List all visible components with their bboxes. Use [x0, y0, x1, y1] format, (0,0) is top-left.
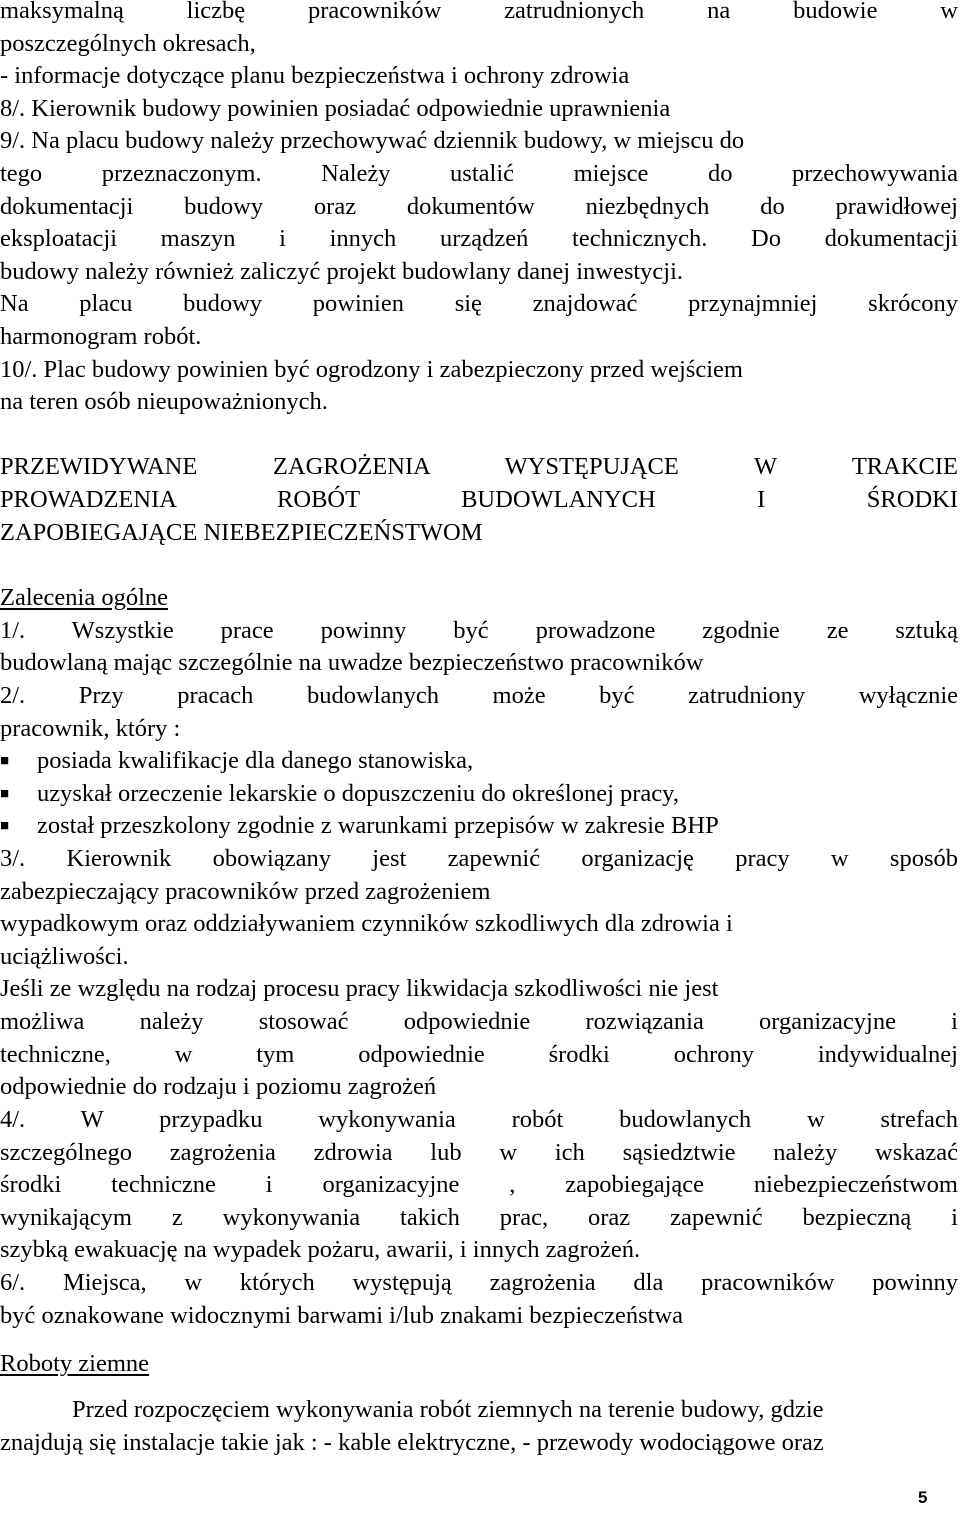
paragraph-line: eksploatacji maszyn i innych urządzeń technicznych. Do dokumentacji — [0, 225, 958, 252]
paragraph-line: szybką ewakuację na wypadek pożaru, awarii, i innych zagrożeń. — [0, 1236, 641, 1263]
paragraph-line: maksymalną liczbę pracowników zatrudnionych na budowie w — [0, 0, 958, 24]
paragraph-line: być oznakowane widocznymi barwami i/lub znakami bezpieczeństwa — [0, 1302, 684, 1329]
paragraph-line: budowlaną mając szczególnie na uwadze bezpieczeństwo pracowników — [0, 649, 704, 676]
section-heading-line: ZAPOBIEGAJĄCE NIEBEZPIECZEŃSTWOM — [0, 519, 483, 546]
paragraph-line: środki techniczne i organizacyjne , zapobiegające niebezpieczeństwom — [0, 1171, 958, 1198]
paragraph-line: wypadkowym oraz oddziaływaniem czynników szkodliwych dla zdrowia i — [0, 910, 733, 937]
paragraph-line: 6/. Miejsca, w których występują zagrożenia dla pracowników powinny — [0, 1269, 958, 1296]
paragraph-line: pracownik, który : — [0, 715, 181, 742]
list-item-text: został przeszkolony zgodnie z warunkami przepisów w zakresie BHP — [37, 812, 719, 839]
paragraph-line: tego przeznaczonym. Należy ustalić miejsce do przechowywania — [0, 160, 958, 187]
paragraph-line: na teren osób nieupoważnionych. — [0, 388, 328, 415]
list-item — [0, 810, 958, 843]
paragraph-line: 3/. Kierownik obowiązany jest zapewnić organizację pracy w sposób — [0, 845, 958, 872]
section-heading-line: PROWADZENIA ROBÓT BUDOWLANYCH I ŚRODKI — [0, 486, 958, 513]
list-item-text: posiada kwalifikacje dla danego stanowiska, — [37, 747, 474, 774]
subheading-zalecenia: Zalecenia ogólne — [0, 584, 169, 611]
square-bullet-icon: ■ — [0, 753, 10, 769]
paragraph-line: wynikającym z wykonywania takich prac, oraz zapewnić bezpieczną i — [0, 1204, 958, 1231]
paragraph-line: Na placu budowy powinien się znajdować przynajmniej skrócony — [0, 290, 958, 317]
paragraph-line: - informacje dotyczące planu bezpieczeństwa i ochrony zdrowia — [0, 62, 630, 89]
section-heading-line: PRZEWIDYWANE ZAGROŻENIA WYSTĘPUJĄCE W TRAKCIE — [0, 453, 958, 480]
paragraph-line: 4/. W przypadku wykonywania robót budowlanych w strefach — [0, 1106, 958, 1133]
list-item — [0, 745, 958, 778]
paragraph-line: harmonogram robót. — [0, 323, 202, 350]
paragraph-line: 10/. Plac budowy powinien być ogrodzony i zabezpieczony przed wejściem — [0, 356, 743, 383]
paragraph-line: odpowiednie do rodzaju i poziomu zagrożeń — [0, 1073, 437, 1100]
list-item-text: uzyskał orzeczenie lekarskie o dopuszczeniu do określonej pracy, — [37, 780, 679, 807]
list-item — [0, 778, 958, 811]
paragraph-line: uciążliwości. — [0, 943, 129, 970]
square-bullet-icon: ■ — [0, 818, 10, 834]
paragraph-line: 9/. Na placu budowy należy przechowywać dziennik budowy, w miejscu do — [0, 127, 745, 154]
paragraph-line: 2/. Przy pracach budowlanych może być zatrudniony wyłącznie — [0, 682, 958, 709]
paragraph-line: zabezpieczający pracowników przed zagrożeniem — [0, 878, 491, 905]
page-number: 5 — [918, 1488, 928, 1507]
paragraph-line: szczególnego zagrożenia zdrowia lub w ich sąsiedztwie należy wskazać — [0, 1139, 958, 1166]
paragraph-line: techniczne, w tym odpowiednie środki ochrony indywidualnej — [0, 1041, 958, 1068]
paragraph-line: 1/. Wszystkie prace powinny być prowadzone zgodnie ze sztuką — [0, 617, 958, 644]
subheading-roboty-ziemne: Roboty ziemne — [0, 1350, 150, 1377]
paragraph-line: możliwa należy stosować odpowiednie rozwiązania organizacyjne i — [0, 1008, 958, 1035]
paragraph-line: znajdują się instalacje takie jak : - kable elektryczne, - przewody wodociągowe oraz — [0, 1429, 824, 1456]
square-bullet-icon: ■ — [0, 786, 10, 802]
paragraph-line: budowy należy również zaliczyć projekt budowlany danej inwestycji. — [0, 258, 684, 285]
paragraph-line: Przed rozpoczęciem wykonywania robót ziemnych na terenie budowy, gdzie — [72, 1396, 824, 1423]
paragraph-line: 8/. Kierownik budowy powinien posiadać odpowiednie uprawnienia — [0, 95, 671, 122]
paragraph-line: dokumentacji budowy oraz dokumentów niezbędnych do prawidłowej — [0, 193, 958, 220]
paragraph-line: Jeśli ze względu na rodzaj procesu pracy likwidacja szkodliwości nie jest — [0, 975, 719, 1002]
paragraph-line: poszczególnych okresach, — [0, 30, 256, 57]
